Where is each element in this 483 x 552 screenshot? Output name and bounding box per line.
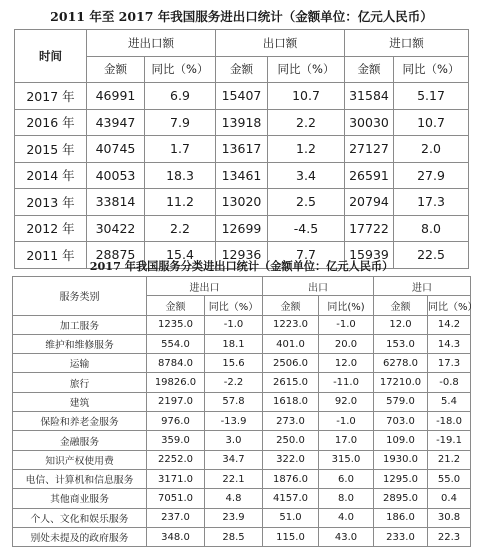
total-yoy-cell: 15.4	[145, 242, 216, 269]
total-amount-cell: 3171.0	[147, 469, 205, 488]
import-yoy-cell: 0.4	[428, 489, 471, 508]
import-yoy-cell: 55.0	[428, 469, 471, 488]
import-amount-cell: 109.0	[374, 431, 428, 450]
header-export: 出口额	[216, 30, 345, 57]
total-amount-cell: 1235.0	[147, 315, 205, 334]
header-import-amount: 金额	[345, 56, 394, 83]
table-row	[13, 354, 471, 373]
table-row	[13, 450, 471, 469]
total-yoy-cell: -13.9	[205, 412, 263, 431]
total-yoy-cell: 18.1	[205, 334, 263, 353]
total-amount-cell: 19826.0	[147, 373, 205, 392]
header-export-yoy: 同比（%）	[268, 56, 345, 83]
header-export: 出口	[263, 277, 374, 296]
header-total-yoy: 同比（%）	[145, 56, 216, 83]
total-yoy-cell: 3.0	[205, 431, 263, 450]
export-yoy-cell: 10.7	[268, 83, 345, 110]
export-amount-cell: 13918	[216, 109, 268, 136]
total-yoy-cell: 28.5	[205, 527, 263, 546]
table-row	[13, 508, 471, 527]
export-amount-cell: 322.0	[263, 450, 319, 469]
import-yoy-cell: -19.1	[428, 431, 471, 450]
table-row	[13, 527, 471, 546]
import-yoy-cell: -0.8	[428, 373, 471, 392]
import-amount-cell: 1295.0	[374, 469, 428, 488]
total-amount-cell: 30422	[87, 215, 145, 242]
import-yoy-cell: 5.17	[394, 83, 469, 110]
header-import-yoy: 同比（%）	[394, 56, 469, 83]
header-export-yoy: 同比(%)	[319, 296, 374, 315]
import-yoy-cell: 8.0	[394, 215, 469, 242]
import-amount-cell: 26591	[345, 162, 394, 189]
export-amount-cell: 115.0	[263, 527, 319, 546]
import-amount-cell: 186.0	[374, 508, 428, 527]
import-amount-cell: 17722	[345, 215, 394, 242]
import-amount-cell: 153.0	[374, 334, 428, 353]
export-amount-cell: 250.0	[263, 431, 319, 450]
table-row	[15, 136, 469, 163]
export-yoy-cell: -1.0	[319, 412, 374, 431]
total-amount-cell: 40745	[87, 136, 145, 163]
import-yoy-cell: 27.9	[394, 162, 469, 189]
header-total-yoy: 同比（%）	[205, 296, 263, 315]
import-amount-cell: 2895.0	[374, 489, 428, 508]
export-yoy-cell: 17.0	[319, 431, 374, 450]
export-yoy-cell: 8.0	[319, 489, 374, 508]
category-cell: 电信、计算机和信息服务	[13, 469, 147, 488]
table-row	[13, 412, 471, 431]
total-yoy-cell: 22.1	[205, 469, 263, 488]
export-yoy-cell: -1.0	[319, 315, 374, 334]
header-export-amount: 金额	[263, 296, 319, 315]
total-amount-cell: 976.0	[147, 412, 205, 431]
category-cell: 运输	[13, 354, 147, 373]
import-yoy-cell: -18.0	[428, 412, 471, 431]
export-amount-cell: 273.0	[263, 412, 319, 431]
total-amount-cell: 2197.0	[147, 392, 205, 411]
service-trade-category-table	[12, 276, 478, 547]
year-cell: 2017 年	[15, 83, 87, 110]
category-cell: 个人、文化和娱乐服务	[13, 508, 147, 527]
header-import-yoy: 同比（%）	[428, 296, 471, 315]
import-amount-cell: 31584	[345, 83, 394, 110]
export-amount-cell: 4157.0	[263, 489, 319, 508]
total-yoy-cell: 18.3	[145, 162, 216, 189]
import-yoy-cell: 2.0	[394, 136, 469, 163]
import-amount-cell: 233.0	[374, 527, 428, 546]
header-export-amount: 金额	[216, 56, 268, 83]
import-yoy-cell: 22.3	[428, 527, 471, 546]
table-row	[15, 189, 469, 216]
table-row	[13, 431, 471, 450]
export-yoy-cell: 6.0	[319, 469, 374, 488]
export-amount-cell: 51.0	[263, 508, 319, 527]
table-row	[13, 489, 471, 508]
total-yoy-cell: 1.7	[145, 136, 216, 163]
import-amount-cell: 579.0	[374, 392, 428, 411]
header-time: 时间	[15, 30, 87, 83]
import-yoy-cell: 14.3	[428, 334, 471, 353]
export-amount-cell: 2506.0	[263, 354, 319, 373]
export-amount-cell: 1223.0	[263, 315, 319, 334]
export-amount-cell: 12936	[216, 242, 268, 269]
import-yoy-cell: 30.8	[428, 508, 471, 527]
category-cell: 保险和养老金服务	[13, 412, 147, 431]
table-row	[13, 469, 471, 488]
table-row	[15, 109, 469, 136]
total-amount-cell: 2252.0	[147, 450, 205, 469]
import-amount-cell: 703.0	[374, 412, 428, 431]
total-yoy-cell: 34.7	[205, 450, 263, 469]
header-total: 进出口	[147, 277, 263, 296]
import-amount-cell: 30030	[345, 109, 394, 136]
total-amount-cell: 8784.0	[147, 354, 205, 373]
export-amount-cell: 13020	[216, 189, 268, 216]
export-amount-cell: 1876.0	[263, 469, 319, 488]
import-amount-cell: 17210.0	[374, 373, 428, 392]
header-import: 进口	[374, 277, 471, 296]
category-cell: 旅行	[13, 373, 147, 392]
export-amount-cell: 12699	[216, 215, 268, 242]
table-row	[15, 215, 469, 242]
total-yoy-cell: -2.2	[205, 373, 263, 392]
table-row	[13, 334, 471, 353]
header-category: 服务类别	[13, 277, 147, 316]
export-yoy-cell: 2.2	[268, 109, 345, 136]
year-cell: 2016 年	[15, 109, 87, 136]
export-yoy-cell: -4.5	[268, 215, 345, 242]
import-yoy-cell: 17.3	[428, 354, 471, 373]
year-cell: 2011 年	[15, 242, 87, 269]
export-yoy-cell: 2.5	[268, 189, 345, 216]
category-cell: 维护和维修服务	[13, 334, 147, 353]
import-amount-cell: 15939	[345, 242, 394, 269]
category-cell: 其他商业服务	[13, 489, 147, 508]
export-yoy-cell: 3.4	[268, 162, 345, 189]
import-yoy-cell: 22.5	[394, 242, 469, 269]
year-cell: 2014 年	[15, 162, 87, 189]
category-cell: 加工服务	[13, 315, 147, 334]
total-amount-cell: 237.0	[147, 508, 205, 527]
export-amount-cell: 1618.0	[263, 392, 319, 411]
export-amount-cell: 401.0	[263, 334, 319, 353]
total-amount-cell: 46991	[87, 83, 145, 110]
export-yoy-cell: 7.7	[268, 242, 345, 269]
total-yoy-cell: 4.8	[205, 489, 263, 508]
import-amount-cell: 1930.0	[374, 450, 428, 469]
year-cell: 2013 年	[15, 189, 87, 216]
total-amount-cell: 359.0	[147, 431, 205, 450]
export-yoy-cell: 1.2	[268, 136, 345, 163]
total-amount-cell: 33814	[87, 189, 145, 216]
export-amount-cell: 13461	[216, 162, 268, 189]
header-import: 进口额	[345, 30, 469, 57]
import-amount-cell: 20794	[345, 189, 394, 216]
header-import-amount: 金额	[374, 296, 428, 315]
total-amount-cell: 348.0	[147, 527, 205, 546]
import-amount-cell: 12.0	[374, 315, 428, 334]
total-amount-cell: 554.0	[147, 334, 205, 353]
export-yoy-cell: -11.0	[319, 373, 374, 392]
export-yoy-cell: 4.0	[319, 508, 374, 527]
header-total: 进出口额	[87, 30, 216, 57]
total-yoy-cell: 6.9	[145, 83, 216, 110]
year-cell: 2015 年	[15, 136, 87, 163]
export-amount-cell: 15407	[216, 83, 268, 110]
header-total-amount: 金额	[87, 56, 145, 83]
total-yoy-cell: 15.6	[205, 354, 263, 373]
total-amount-cell: 40053	[87, 162, 145, 189]
import-yoy-cell: 21.2	[428, 450, 471, 469]
table2-title: 2017 年我国服务分类进出口统计（金额单位：亿元人民币）	[89, 259, 394, 273]
export-yoy-cell: 12.0	[319, 354, 374, 373]
total-amount-cell: 7051.0	[147, 489, 205, 508]
table-row	[15, 83, 469, 110]
export-amount-cell: 2615.0	[263, 373, 319, 392]
total-yoy-cell: 7.9	[145, 109, 216, 136]
category-cell: 金融服务	[13, 431, 147, 450]
export-yoy-cell: 315.0	[319, 450, 374, 469]
export-yoy-cell: 20.0	[319, 334, 374, 353]
import-amount-cell: 27127	[345, 136, 394, 163]
total-yoy-cell: 11.2	[145, 189, 216, 216]
total-amount-cell: 28875	[87, 242, 145, 269]
total-amount-cell: 43947	[87, 109, 145, 136]
total-yoy-cell: 57.8	[205, 392, 263, 411]
table-row	[13, 315, 471, 334]
table-row	[13, 373, 471, 392]
import-yoy-cell: 5.4	[428, 392, 471, 411]
category-cell: 建筑	[13, 392, 147, 411]
export-yoy-cell: 43.0	[319, 527, 374, 546]
import-yoy-cell: 17.3	[394, 189, 469, 216]
service-trade-yearly-table	[14, 29, 469, 269]
category-cell: 知识产权使用费	[13, 450, 147, 469]
total-yoy-cell: 23.9	[205, 508, 263, 527]
export-yoy-cell: 92.0	[319, 392, 374, 411]
total-yoy-cell: -1.0	[205, 315, 263, 334]
total-yoy-cell: 2.2	[145, 215, 216, 242]
header-total-amount: 金额	[147, 296, 205, 315]
import-yoy-cell: 10.7	[394, 109, 469, 136]
import-yoy-cell: 14.2	[428, 315, 471, 334]
table-row	[15, 162, 469, 189]
year-cell: 2012 年	[15, 215, 87, 242]
table-row	[13, 392, 471, 411]
category-cell: 别处未提及的政府服务	[13, 527, 147, 546]
table1-title: 2011 年至 2017 年我国服务进出口统计（金额单位：亿元人民币）	[50, 9, 433, 24]
import-amount-cell: 6278.0	[374, 354, 428, 373]
export-amount-cell: 13617	[216, 136, 268, 163]
